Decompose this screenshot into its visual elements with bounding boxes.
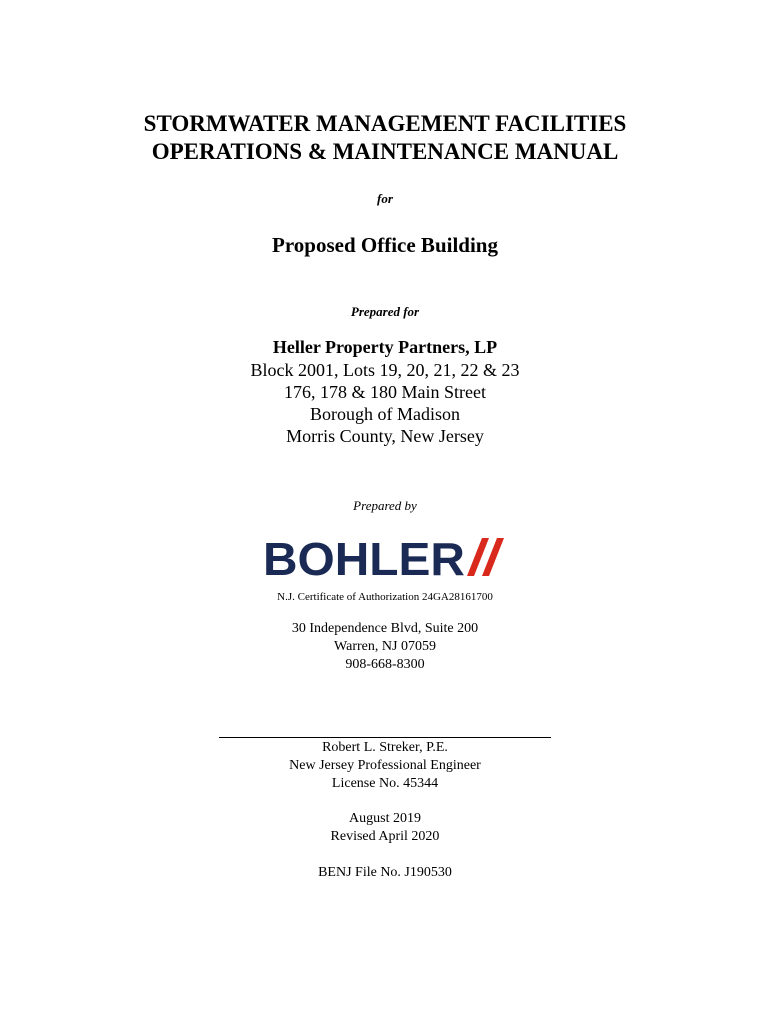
firm-phone: 908-668-8300: [345, 657, 425, 672]
document-title-line-1: STORMWATER MANAGEMENT FACILITIES: [143, 111, 627, 136]
client-borough: Borough of Madison: [310, 404, 460, 424]
client-county-state: Morris County, New Jersey: [286, 426, 484, 446]
file-number: BENJ File No. J190530: [318, 865, 452, 880]
date-revised: Revised April 2020: [330, 829, 440, 844]
prepared-by-label: Prepared by: [353, 498, 417, 513]
project-name: Proposed Office Building: [272, 233, 498, 257]
signature-line: [219, 737, 551, 738]
for-label: for: [377, 191, 393, 206]
document-title-line-2: OPERATIONS & MAINTENANCE MANUAL: [151, 139, 619, 164]
firm-address-line-1: 30 Independence Blvd, Suite 200: [291, 621, 479, 636]
bohler-logo: [263, 536, 507, 578]
client-street: 176, 178 & 180 Main Street: [284, 382, 486, 402]
certificate-of-authorization: N.J. Certificate of Authorization 24GA28161700: [277, 591, 493, 603]
bohler-logo-wordmark: BOHLER: [263, 536, 465, 578]
engineer-license: License No. 45344: [331, 776, 439, 791]
firm-address-line-2: Warren, NJ 07059: [334, 639, 436, 654]
client-block-lots: Block 2001, Lots 19, 20, 21, 22 & 23: [250, 360, 520, 380]
engineer-name: Robert L. Streker, P.E.: [322, 740, 448, 755]
date-original: August 2019: [349, 811, 421, 826]
client-name: Heller Property Partners, LP: [272, 337, 498, 357]
engineer-title: New Jersey Professional Engineer: [289, 758, 481, 773]
prepared-for-label: Prepared for: [350, 304, 420, 319]
